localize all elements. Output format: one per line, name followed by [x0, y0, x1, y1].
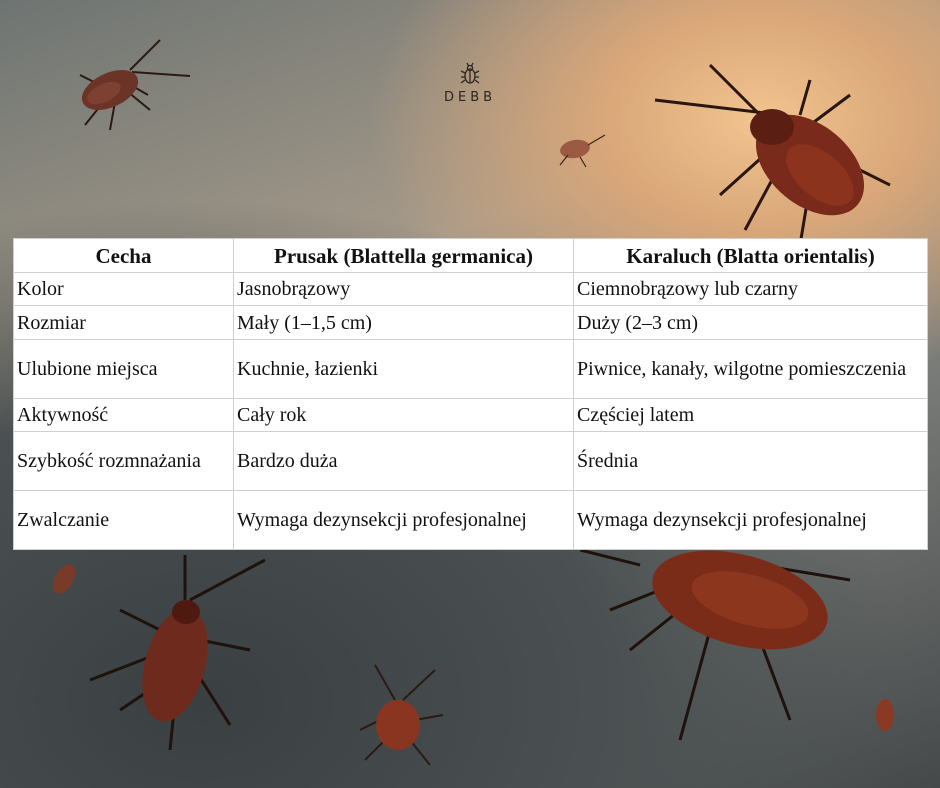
logo-wordmark: DEBB: [443, 90, 497, 105]
cockroach-top-right-illustration: [650, 55, 910, 255]
table-row: [14, 306, 928, 340]
comparison-table: [13, 238, 928, 550]
cockroach-bottom-left-illustration: [80, 550, 280, 750]
row-label: Aktywność: [14, 399, 234, 432]
table-row: [14, 491, 928, 550]
row-label: Ulubione miejsca: [14, 340, 234, 399]
table-header-row: [14, 239, 928, 273]
brand-logo: [430, 62, 510, 105]
german-value: Wymaga dezynsekcji profesjonalnej: [234, 491, 574, 550]
oriental-value: Piwnice, kanały, wilgotne pomieszczenia: [574, 340, 928, 399]
row-label: Kolor: [14, 273, 234, 306]
oriental-value: Ciemnobrązowy lub czarny: [574, 273, 928, 306]
oriental-value: Częściej latem: [574, 399, 928, 432]
cockroach-top-left-illustration: [60, 30, 200, 140]
table-row: [14, 399, 928, 432]
beetle-icon: [458, 62, 482, 86]
cockroach-tiny-left-illustration: [40, 555, 90, 605]
german-value: Mały (1–1,5 cm): [234, 306, 574, 340]
cockroach-bottom-center-illustration: [355, 660, 445, 770]
oriental-value: Duży (2–3 cm): [574, 306, 928, 340]
header-feature: Cecha: [14, 239, 234, 273]
header-oriental-cockroach: Karaluch (Blatta orientalis): [574, 239, 928, 273]
german-value: Jasnobrązowy: [234, 273, 574, 306]
german-value: Cały rok: [234, 399, 574, 432]
oriental-value: Średnia: [574, 432, 928, 491]
cockroach-small-illustration: [550, 125, 610, 170]
row-label: Szybkość rozmnażania: [14, 432, 234, 491]
german-value: Bardzo duża: [234, 432, 574, 491]
header-german-cockroach: Prusak (Blattella germanica): [234, 239, 574, 273]
row-label: Zwalczanie: [14, 491, 234, 550]
row-label: Rozmiar: [14, 306, 234, 340]
oriental-value: Wymaga dezynsekcji profesjonalnej: [574, 491, 928, 550]
table-row: [14, 432, 928, 491]
table-row: [14, 340, 928, 399]
cockroach-tiny-right-illustration: [865, 690, 905, 740]
cockroach-bottom-right-illustration: [580, 540, 870, 750]
german-value: Kuchnie, łazienki: [234, 340, 574, 399]
table-row: [14, 273, 928, 306]
